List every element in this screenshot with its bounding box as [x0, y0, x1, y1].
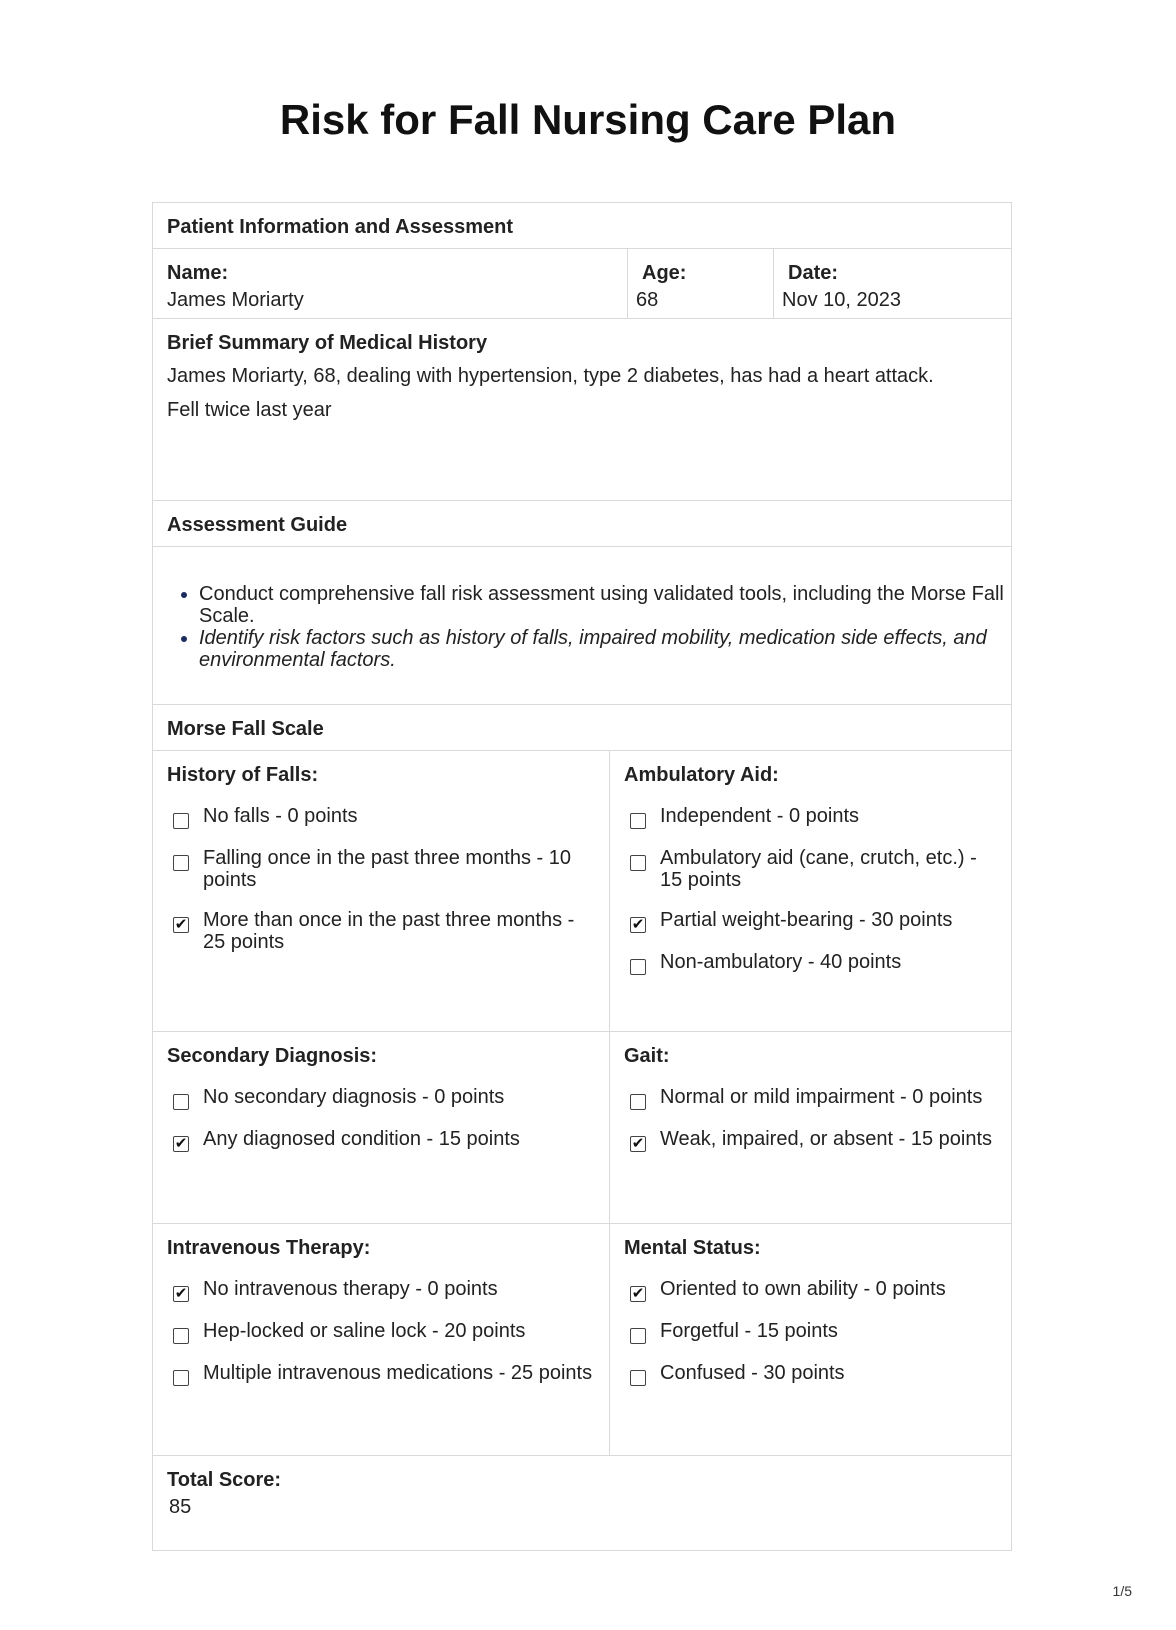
checkbox-unchecked[interactable]	[173, 813, 189, 829]
option-item[interactable]	[624, 805, 997, 829]
summary-line-2: Fell twice last year	[167, 399, 332, 421]
age-cell	[627, 249, 773, 318]
option-label: No intravenous therapy - 0 points	[203, 1278, 498, 1300]
option-item[interactable]	[624, 909, 997, 933]
gait-cell	[609, 1032, 1011, 1223]
option-label: Independent - 0 points	[660, 805, 860, 827]
option-label: More than once in the past three months - 25 points	[203, 909, 575, 953]
checkbox-unchecked[interactable]	[630, 1370, 646, 1386]
summary-row	[153, 319, 1011, 501]
checkbox-checked[interactable]: ✔	[631, 916, 645, 933]
option-item[interactable]	[624, 1128, 997, 1152]
morse-scale-heading: Morse Fall Scale	[153, 705, 1011, 751]
date-cell	[773, 249, 1011, 318]
care-plan-form	[152, 202, 1012, 1551]
summary-cell	[153, 319, 1011, 500]
checkbox-unchecked[interactable]	[173, 1094, 189, 1110]
option-item[interactable]	[167, 1362, 595, 1386]
checkbox-unchecked[interactable]	[630, 855, 646, 871]
option-label: Multiple intravenous medications - 25 points	[203, 1362, 593, 1384]
option-label: Partial weight-bearing - 30 points	[660, 909, 953, 931]
option-item[interactable]	[624, 951, 997, 975]
option-label: Any diagnosed condition - 15 points	[203, 1128, 520, 1150]
assessment-guide-row	[153, 547, 1011, 705]
option-item[interactable]	[167, 1086, 595, 1110]
history-falls-cell	[153, 751, 609, 1031]
history-falls-label: History of Falls:	[167, 764, 319, 786]
total-score-cell	[153, 1456, 1011, 1520]
checkbox-checked[interactable]: ✔	[174, 1285, 188, 1302]
age-label: Age:	[642, 262, 687, 284]
gait-label: Gait:	[624, 1045, 670, 1067]
option-item[interactable]	[167, 1320, 595, 1344]
intravenous-therapy-label: Intravenous Therapy:	[167, 1237, 371, 1259]
option-label: No falls - 0 points	[203, 805, 358, 827]
summary-text[interactable]	[167, 359, 997, 427]
assessment-guide-list	[153, 583, 1011, 704]
option-label: Normal or mild impairment - 0 points	[660, 1086, 983, 1108]
morse-row-3	[153, 1224, 1011, 1456]
option-label: Non-ambulatory - 40 points	[660, 951, 902, 973]
checkbox-unchecked[interactable]	[630, 813, 646, 829]
checkbox-unchecked[interactable]	[630, 1328, 646, 1344]
date-label: Date:	[788, 262, 839, 284]
ambulatory-aid-cell	[609, 751, 1011, 1031]
summary-label: Brief Summary of Medical History	[167, 332, 488, 354]
secondary-diagnosis-label: Secondary Diagnosis:	[167, 1045, 378, 1067]
patient-basic-row	[153, 249, 1011, 319]
guide-item: • Identify risk factors such as history of falls, impaired mobility, medication side effects, and environmental factors.	[199, 627, 1011, 671]
option-item[interactable]	[167, 909, 595, 953]
assessment-guide-heading: Assessment Guide	[153, 501, 1011, 547]
checkbox-checked[interactable]: ✔	[631, 1285, 645, 1302]
checkbox-checked[interactable]: ✔	[631, 1135, 645, 1152]
intravenous-therapy-cell	[153, 1224, 609, 1455]
mental-status-cell	[609, 1224, 1011, 1455]
total-score-label: Total Score:	[167, 1469, 282, 1491]
age-value[interactable]: 68	[636, 289, 659, 311]
total-score-value[interactable]: 85	[169, 1496, 192, 1518]
name-value[interactable]: James Moriarty	[167, 289, 304, 311]
summary-line-1: James Moriarty, 68, dealing with hypertension, type 2 diabetes, has had a heart attack.	[167, 365, 934, 387]
total-score-row	[153, 1456, 1011, 1550]
option-item[interactable]	[624, 1320, 997, 1344]
option-label: Weak, impaired, or absent - 15 points	[660, 1128, 993, 1150]
mental-status-label: Mental Status:	[624, 1237, 761, 1259]
option-item[interactable]	[167, 1278, 595, 1302]
option-item[interactable]	[624, 847, 997, 891]
checkbox-checked[interactable]: ✔	[174, 916, 188, 933]
name-label: Name:	[167, 262, 229, 284]
option-label: Ambulatory aid (cane, crutch, etc.) - 15 points	[660, 847, 977, 891]
checkbox-unchecked[interactable]	[173, 1370, 189, 1386]
secondary-diagnosis-cell	[153, 1032, 609, 1223]
checkbox-unchecked[interactable]	[173, 855, 189, 871]
guide-item: • Conduct comprehensive fall risk assessment using validated tools, including the Morse Fall Scale.	[199, 583, 1011, 627]
checkbox-unchecked[interactable]	[630, 959, 646, 975]
checkbox-unchecked[interactable]	[173, 1328, 189, 1344]
option-label: No secondary diagnosis - 0 points	[203, 1086, 505, 1108]
ambulatory-aid-label: Ambulatory Aid:	[624, 764, 779, 786]
date-value[interactable]: Nov 10, 2023	[782, 289, 901, 311]
option-label: Confused - 30 points	[660, 1362, 845, 1384]
checkbox-unchecked[interactable]	[630, 1094, 646, 1110]
patient-info-heading: Patient Information and Assessment	[153, 203, 1011, 249]
option-item[interactable]	[167, 847, 595, 891]
morse-row-2	[153, 1032, 1011, 1224]
morse-row-1	[153, 751, 1011, 1032]
option-item[interactable]	[624, 1086, 997, 1110]
option-label: Oriented to own ability - 0 points	[660, 1278, 946, 1300]
option-item[interactable]	[624, 1278, 997, 1302]
option-label: Falling once in the past three months - 10 points	[203, 847, 571, 891]
option-item[interactable]	[624, 1362, 997, 1386]
option-item[interactable]	[167, 805, 595, 829]
checkbox-checked[interactable]: ✔	[174, 1135, 188, 1152]
name-cell	[153, 249, 627, 318]
option-label: Forgetful - 15 points	[660, 1320, 838, 1342]
option-item[interactable]	[167, 1128, 595, 1152]
option-label: Hep-locked or saline lock - 20 points	[203, 1320, 526, 1342]
page-number: 1/5	[1112, 1583, 1132, 1599]
page-title: Risk for Fall Nursing Care Plan	[279, 96, 897, 143]
